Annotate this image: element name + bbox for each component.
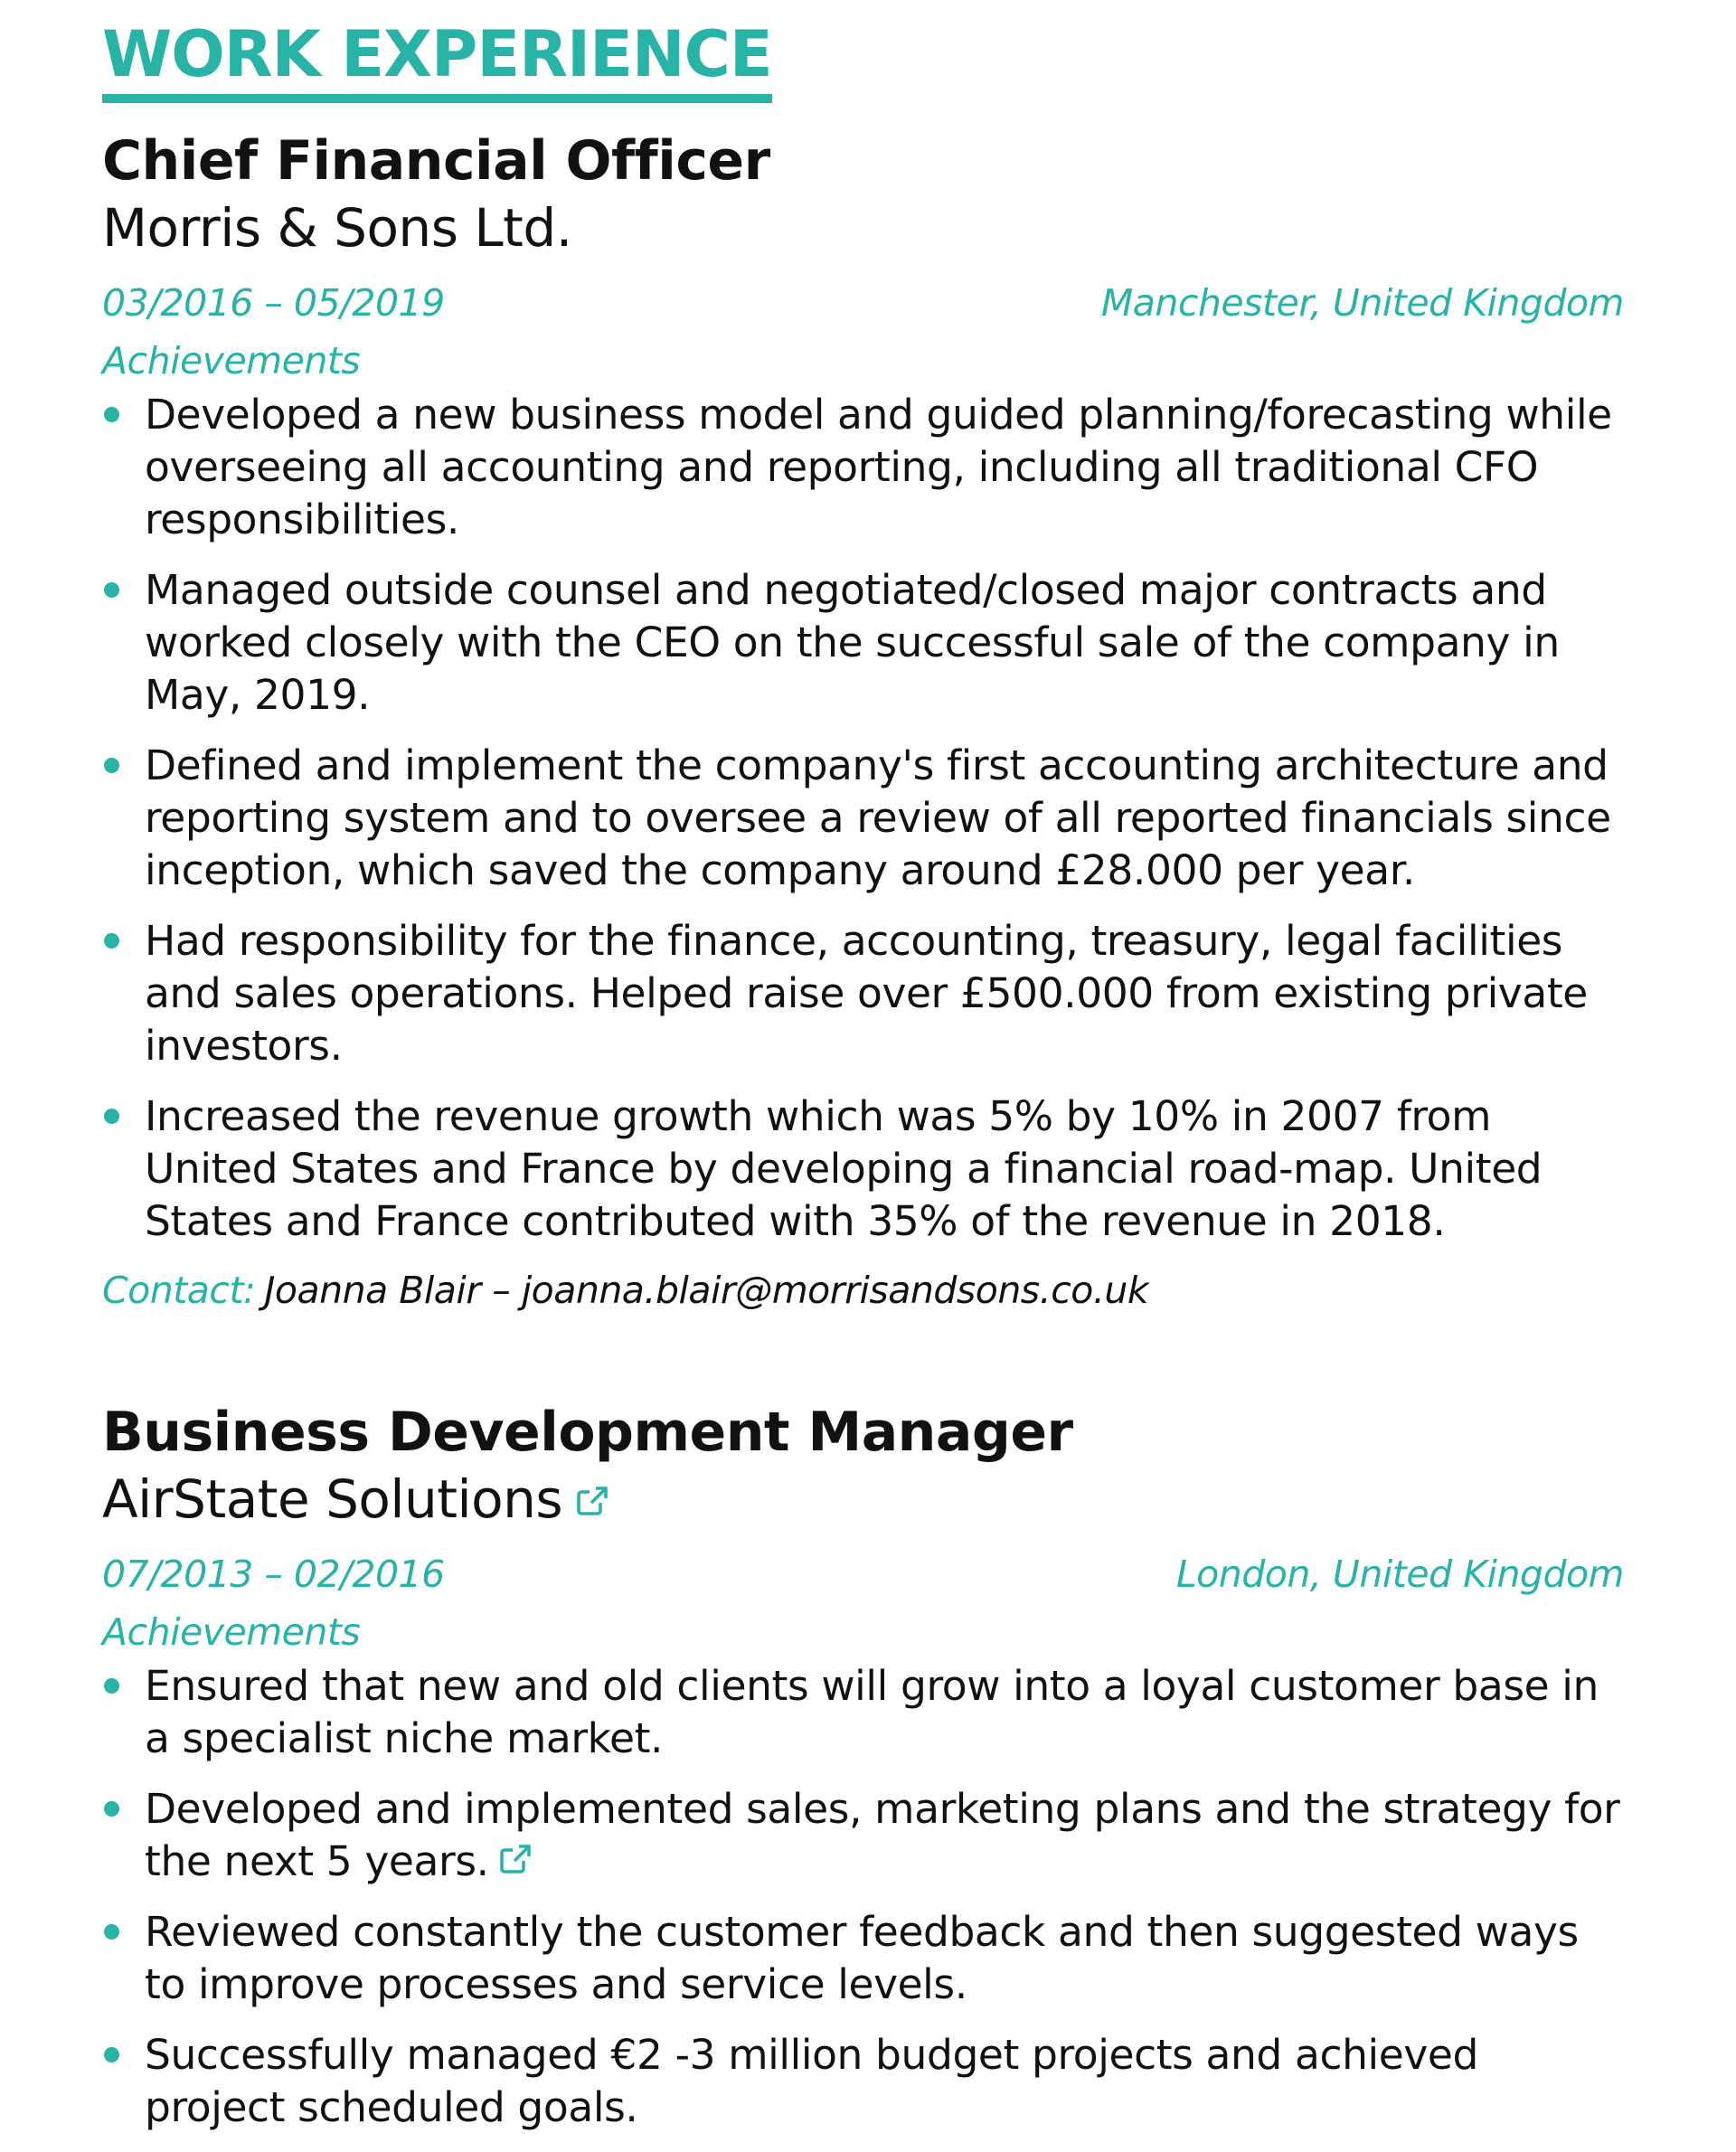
list-item <box>102 1090 1624 1248</box>
bullet-dot <box>104 2047 119 2062</box>
list-item-text: Defined and implement the company's first accounting architecture and reporting system and to oversee a review of all reported financials since inception, which saved the company around £28.000 per year. <box>145 741 1611 894</box>
list-item-text: Increased the revenue growth which was 5% by 10% in 2007 from United States and France by developing a financial road-map. United States and France contributed with 35% of the revenue in 2018. <box>145 1092 1543 1245</box>
list-item <box>102 915 1624 1072</box>
list-item-text: Ensured that new and old clients will grow into a loyal customer base in a specialist niche market. <box>145 1662 1599 1762</box>
achievements-list <box>102 1660 1624 2134</box>
achievements-label: Achievements <box>102 1610 361 1654</box>
bullet-dot <box>104 1924 119 1940</box>
bullet-dot <box>104 1678 119 1694</box>
job-entry-bdm <box>102 1398 1624 2134</box>
bullet-dot <box>104 758 119 773</box>
list-item-text: Reviewed constantly the customer feedback and then suggested ways to improve processes and service levels. <box>145 1908 1579 2008</box>
external-link-icon[interactable] <box>575 1468 611 1505</box>
job-title: Business Development Manager <box>102 1401 1073 1464</box>
date-range: 03/2016 – 05/2019 <box>102 281 445 325</box>
achievements-list <box>102 389 1624 1248</box>
company-name[interactable]: AirState Solutions <box>102 1468 563 1530</box>
bullet-dot <box>104 1109 119 1124</box>
job-entry-cfo <box>102 127 1624 1315</box>
bullet-dot <box>104 407 119 422</box>
list-item <box>102 2029 1624 2134</box>
contact-line <box>102 1266 1624 1315</box>
list-item-text: Successfully managed €2 -3 million budget projects and achieved project scheduled goals. <box>145 2031 1478 2131</box>
contact-label: Contact: <box>102 1269 256 1312</box>
list-item <box>102 564 1624 722</box>
list-item-text: Developed and implemented sales, marketing plans and the strategy for the next 5 years. <box>145 1785 1620 1885</box>
location: Manchester, United Kingdom <box>1100 281 1624 325</box>
date-range: 07/2013 – 02/2016 <box>102 1553 445 1596</box>
bullet-dot <box>104 933 119 949</box>
bullet-dot <box>104 1801 119 1817</box>
job-meta-row <box>102 1541 1624 1606</box>
section-title: WORK EXPERIENCE <box>102 16 772 103</box>
list-item <box>102 740 1624 897</box>
external-link-icon[interactable] <box>498 1837 534 1874</box>
list-item <box>102 1660 1624 1765</box>
location: London, United Kingdom <box>1175 1553 1624 1596</box>
job-title: Chief Financial Officer <box>102 129 770 193</box>
list-item-text: Developed a new business model and guided planning/forecasting while overseeing all accounting and reporting, including all traditional CFO responsibilities. <box>145 391 1612 543</box>
list-item-text: Had responsibility for the finance, accounting, treasury, legal facilities and sales operations. Helped raise over £500.000 from existing private investors. <box>145 917 1588 1070</box>
resume-page <box>102 0 1624 2152</box>
achievements-label: Achievements <box>102 339 361 382</box>
contact-value[interactable]: Joanna Blair – joanna.blair@morrisandsons.co.uk <box>264 1269 1149 1312</box>
list-item <box>102 1906 1624 2011</box>
list-item-text: Managed outside counsel and negotiated/closed major contracts and worked closely with the CEO on the successful sale of the company in May, 2019. <box>145 566 1560 719</box>
list-item <box>102 1783 1624 1888</box>
company-name: Morris & Sons Ltd. <box>102 197 572 259</box>
company-line <box>102 1467 1624 1532</box>
bullet-dot <box>104 582 119 598</box>
job-meta-row <box>102 269 1624 335</box>
list-item <box>102 389 1624 546</box>
